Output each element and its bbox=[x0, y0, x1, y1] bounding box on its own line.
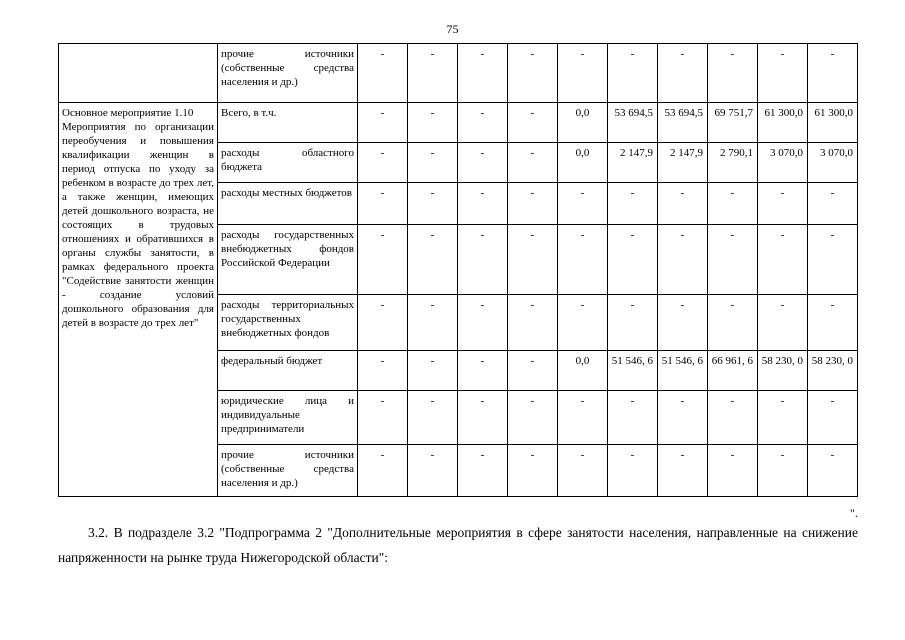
value-cell: - bbox=[408, 295, 458, 351]
value-cell: - bbox=[658, 391, 708, 445]
value-cell: - bbox=[658, 295, 708, 351]
value-cell: - bbox=[458, 445, 508, 497]
table-row bbox=[59, 44, 858, 103]
value-cell: 0,0 bbox=[558, 351, 608, 391]
value-cell: - bbox=[358, 391, 408, 445]
value-cell: - bbox=[408, 445, 458, 497]
value-cell: - bbox=[808, 183, 858, 225]
value-cell: - bbox=[458, 351, 508, 391]
value-cell: - bbox=[458, 44, 508, 103]
value-cell: - bbox=[558, 391, 608, 445]
value-cell: - bbox=[458, 143, 508, 183]
value-cell: - bbox=[408, 391, 458, 445]
measure-description: Мероприятия по организации переобучения и повышения квалификации женщин в период отпуска по уходу за ребенком в возрасте до трех лет, а также женщин, имеющих детей дошкольного возраста, не состоящих в трудовых отношениях и обратившихся в органы службы занятости, в рамках федерального проекта "Содействие занятости женщин - создание условий дошкольного образования для детей в возрасте до трех лет" bbox=[62, 121, 214, 329]
value-cell: - bbox=[608, 391, 658, 445]
value-cell: - bbox=[458, 103, 508, 143]
measure-cell bbox=[59, 103, 218, 497]
value-cell: 51 546, 6 bbox=[658, 351, 708, 391]
value-cell: 51 546, 6 bbox=[608, 351, 658, 391]
value-cell: - bbox=[708, 44, 758, 103]
value-cell: - bbox=[808, 391, 858, 445]
value-cell: 53 694,5 bbox=[658, 103, 708, 143]
value-cell: - bbox=[358, 351, 408, 391]
value-cell: - bbox=[608, 44, 658, 103]
value-cell: 3 070,0 bbox=[758, 143, 808, 183]
budget-table bbox=[58, 43, 858, 497]
funding-source-cell: расходы областного бюджета bbox=[218, 143, 358, 183]
value-cell: - bbox=[758, 44, 808, 103]
value-cell: - bbox=[708, 295, 758, 351]
value-cell: - bbox=[358, 183, 408, 225]
value-cell: 61 300,0 bbox=[808, 103, 858, 143]
value-cell: - bbox=[658, 44, 708, 103]
value-cell: - bbox=[758, 445, 808, 497]
value-cell: - bbox=[508, 225, 558, 295]
value-cell: - bbox=[408, 143, 458, 183]
value-cell: - bbox=[558, 44, 608, 103]
funding-source-cell: расходы территориальных государственных внебюджетных фондов bbox=[218, 295, 358, 351]
value-cell: 2 147,9 bbox=[608, 143, 658, 183]
value-cell: - bbox=[508, 391, 558, 445]
value-cell: - bbox=[508, 183, 558, 225]
value-cell: - bbox=[708, 183, 758, 225]
value-cell: - bbox=[408, 103, 458, 143]
value-cell: 66 961, 6 bbox=[708, 351, 758, 391]
value-cell: 61 300,0 bbox=[758, 103, 808, 143]
value-cell: - bbox=[408, 225, 458, 295]
value-cell: - bbox=[458, 391, 508, 445]
value-cell: 53 694,5 bbox=[608, 103, 658, 143]
value-cell: - bbox=[608, 445, 658, 497]
value-cell: 2 147,9 bbox=[658, 143, 708, 183]
value-cell: - bbox=[558, 445, 608, 497]
funding-source-cell: прочие источники (собственные средства населения и др.) bbox=[218, 445, 358, 497]
value-cell: - bbox=[408, 44, 458, 103]
value-cell: - bbox=[508, 103, 558, 143]
value-cell: - bbox=[758, 391, 808, 445]
paragraph-3-2: 3.2. В подразделе 3.2 "Подпрограмма 2 "Дополнительные мероприятия в сфере занятости населения, направленные на снижение напряженности на рынке труда Нижегородской области": bbox=[58, 525, 858, 565]
value-cell: - bbox=[708, 391, 758, 445]
funding-source-cell: прочие источники (собственные средства населения и др.) bbox=[218, 44, 358, 103]
value-cell: - bbox=[758, 183, 808, 225]
value-cell: - bbox=[508, 295, 558, 351]
value-cell: - bbox=[358, 225, 408, 295]
value-cell: - bbox=[758, 225, 808, 295]
value-cell: - bbox=[708, 445, 758, 497]
empty-measure-cell bbox=[59, 44, 218, 103]
value-cell: - bbox=[808, 295, 858, 351]
funding-source-cell: юридические лица и индивидуальные предприниматели bbox=[218, 391, 358, 445]
value-cell: 0,0 bbox=[558, 143, 608, 183]
value-cell: - bbox=[458, 225, 508, 295]
value-cell: - bbox=[558, 225, 608, 295]
value-cell: - bbox=[358, 445, 408, 497]
value-cell: - bbox=[558, 183, 608, 225]
value-cell: - bbox=[358, 143, 408, 183]
value-cell: - bbox=[358, 103, 408, 143]
value-cell: - bbox=[508, 143, 558, 183]
funding-source-cell: Всего, в т.ч. bbox=[218, 103, 358, 143]
value-cell: - bbox=[458, 295, 508, 351]
funding-source-cell: расходы государственных внебюджетных фондов Российской Федерации bbox=[218, 225, 358, 295]
value-cell: - bbox=[358, 44, 408, 103]
value-cell: - bbox=[658, 225, 708, 295]
measure-title: Основное мероприятие 1.10 bbox=[62, 107, 194, 119]
value-cell: - bbox=[508, 44, 558, 103]
value-cell: 58 230, 0 bbox=[808, 351, 858, 391]
value-cell: - bbox=[408, 351, 458, 391]
value-cell: - bbox=[458, 183, 508, 225]
value-cell: - bbox=[658, 183, 708, 225]
value-cell: - bbox=[608, 183, 658, 225]
value-cell: - bbox=[658, 445, 708, 497]
value-cell: - bbox=[408, 183, 458, 225]
value-cell: - bbox=[508, 351, 558, 391]
funding-source-cell: расходы местных бюджетов bbox=[218, 183, 358, 225]
value-cell: - bbox=[608, 295, 658, 351]
value-cell: 0,0 bbox=[558, 103, 608, 143]
value-cell: 3 070,0 bbox=[808, 143, 858, 183]
value-cell: 58 230, 0 bbox=[758, 351, 808, 391]
value-cell: 2 790,1 bbox=[708, 143, 758, 183]
funding-source-cell: федеральный бюджет bbox=[218, 351, 358, 391]
value-cell: - bbox=[758, 295, 808, 351]
closing-quote: ". bbox=[850, 506, 858, 520]
value-cell: - bbox=[358, 295, 408, 351]
value-cell: - bbox=[808, 44, 858, 103]
value-cell: - bbox=[508, 445, 558, 497]
page-number: 75 bbox=[446, 22, 459, 36]
value-cell: - bbox=[608, 225, 658, 295]
table-row bbox=[59, 103, 858, 143]
value-cell: - bbox=[558, 295, 608, 351]
value-cell: - bbox=[808, 445, 858, 497]
value-cell: - bbox=[708, 225, 758, 295]
value-cell: - bbox=[808, 225, 858, 295]
value-cell: 69 751,7 bbox=[708, 103, 758, 143]
